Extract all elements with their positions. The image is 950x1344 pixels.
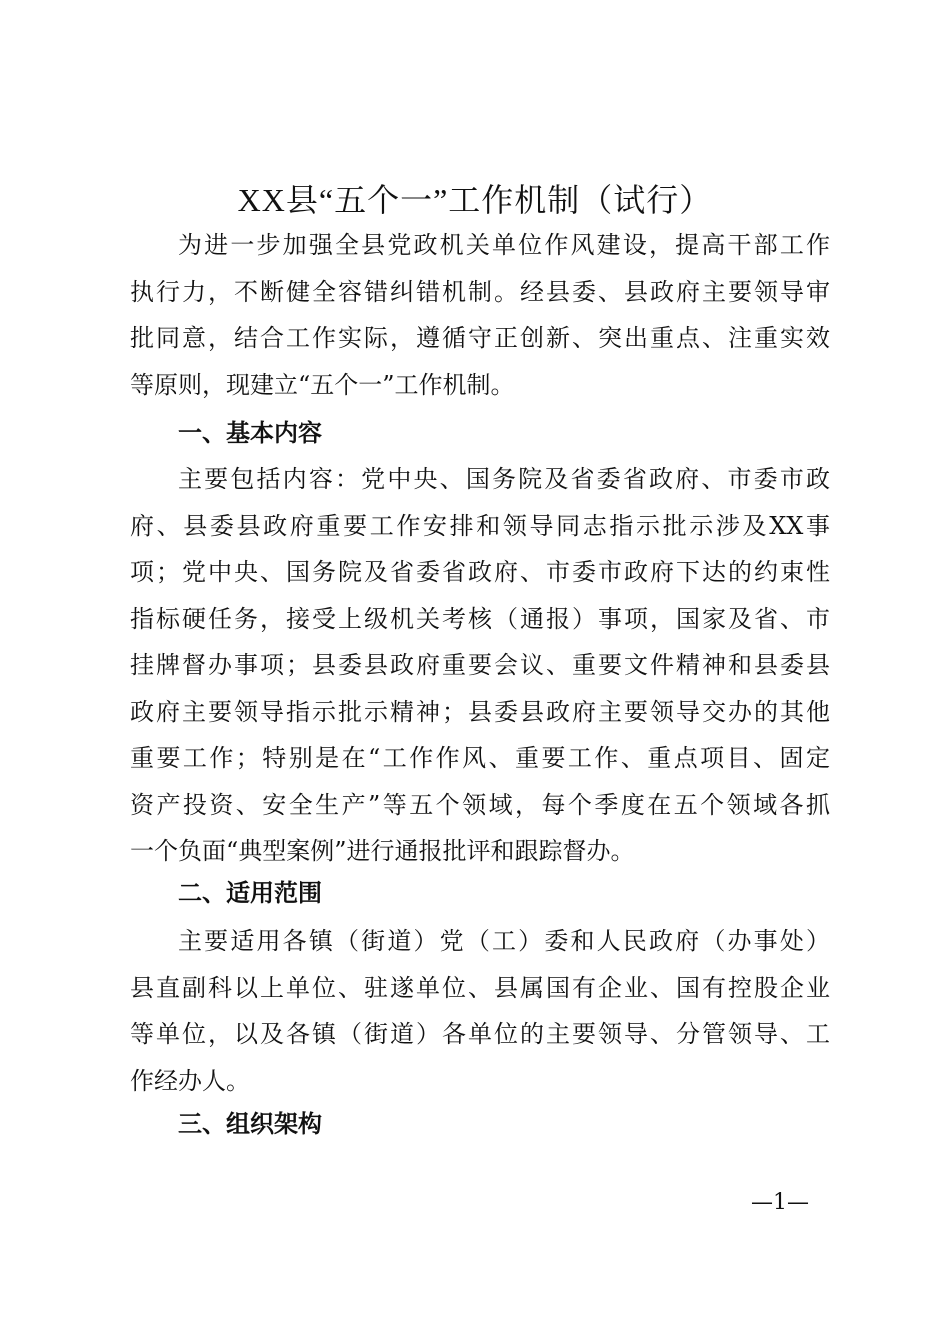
paragraph-line: 作经办人。 xyxy=(130,1066,250,1095)
section-basic-content-body xyxy=(130,456,830,875)
paragraph-line: 挂牌督办事项；县委县政府重要会议、重要文件精神和县委县 xyxy=(130,651,830,679)
paragraph-line: 项；党中央、国务院及省委省政府、市委市政府下达的约束性 xyxy=(130,558,830,586)
paragraph-line: 指标硬任务，接受上级机关考核（通报）事项，国家及省、市 xyxy=(130,604,830,633)
intro-paragraph xyxy=(130,222,830,408)
section-heading-organization: 三、组织架构 xyxy=(178,1110,322,1138)
paragraph-line: 府、县委县政府重要工作安排和领导同志指示批示涉及XX事 xyxy=(130,511,830,540)
paragraph-line: 资产投资、安全生产”等五个领域，每个季度在五个领域各抓 xyxy=(130,790,830,819)
section-heading-basic-content: 一、基本内容 xyxy=(178,419,322,447)
paragraph-line: 主要适用各镇（街道）党（工）委和人民政府（办事处） xyxy=(178,927,830,955)
section-heading-scope: 二、适用范围 xyxy=(178,879,322,907)
paragraph-line: 政府主要领导指示批示精神；县委县政府主要领导交办的其他 xyxy=(130,697,830,726)
paragraph-line: 一个负面“典型案例”进行通报批评和跟踪督办。 xyxy=(130,837,635,865)
page-number: —1— xyxy=(751,1190,809,1215)
paragraph-line: 主要包括内容：党中央、国务院及省委省政府、市委市政 xyxy=(178,465,830,493)
paragraph-line: 批同意，结合工作实际，遵循守正创新、突出重点、注重实效 xyxy=(130,324,830,352)
paragraph-line: 重要工作；特别是在“工作作风、重要工作、重点项目、固定 xyxy=(130,744,830,772)
paragraph-line: 为进一步加强全县党政机关单位作风建设，提高干部工作 xyxy=(178,231,830,259)
paragraph-line: 执行力，不断健全容错纠错机制。经县委、县政府主要领导审 xyxy=(130,277,830,306)
paragraph-line: 等原则，现建立“五个一”工作机制。 xyxy=(130,370,515,399)
document-title: XX县“五个一”工作机制（试行） xyxy=(237,182,713,218)
section-scope-body xyxy=(130,918,830,1104)
paragraph-line: 县直副科以上单位、驻遂单位、县属国有企业、国有控股企业 xyxy=(130,973,830,1002)
paragraph-line: 等单位，以及各镇（街道）各单位的主要领导、分管领导、工 xyxy=(130,1020,830,1048)
